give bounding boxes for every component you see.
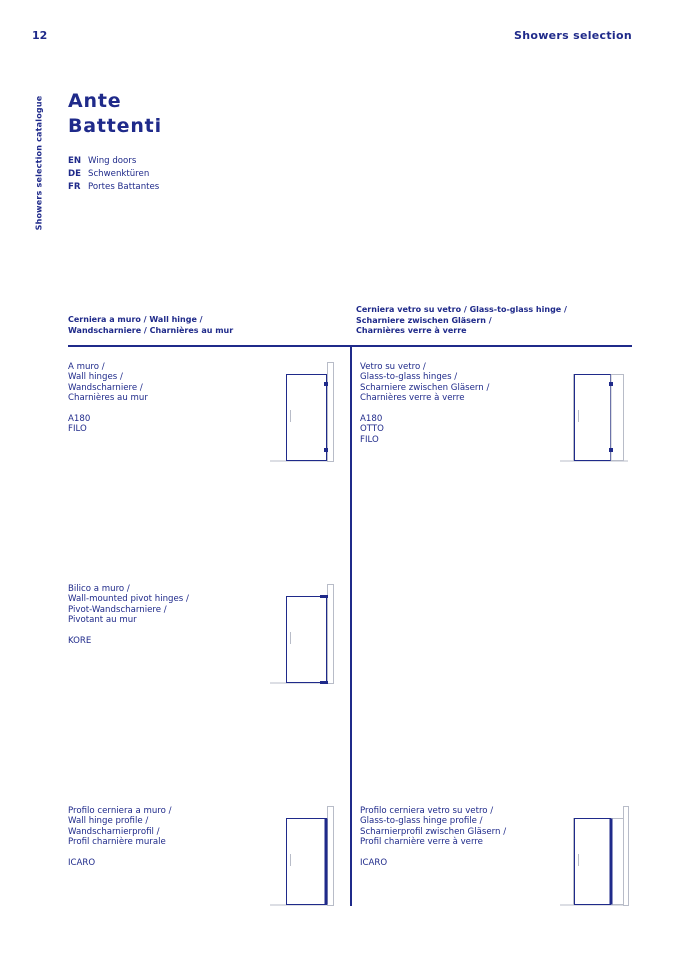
cell-line: Charnières verre à verre [360,392,465,403]
cell-line: Wandscharniere / [68,382,143,393]
cell-glass-hinge-profile [360,806,506,868]
language-text: Schwenktüren [88,169,150,179]
cell-wall-hinges [68,362,148,435]
header-title: Showers selection [513,29,632,42]
column-header-line: Scharniere zwischen Gläsern / [356,315,492,325]
cell-line: Profilo cerniera vetro su vetro / [360,806,494,816]
language-item [68,181,159,194]
column-header-line: Cerniera a muro / Wall hinge / [68,315,203,324]
cell-line: Wandscharnierprofil / [68,826,160,837]
column-header-glass-hinge [356,305,567,337]
column-header-line: Wandscharniere / Charnières au mur [68,325,234,335]
cell-line: Pivotant au mur [68,614,137,625]
model-name: A180 [68,414,91,425]
glass-hinge-door-icon [558,360,630,464]
cell-line: Glass-to-glass hinges / [360,372,458,383]
cell-line: Wall hinge profile / [68,816,149,827]
column-header-wall-hinge [68,315,233,336]
model-name: FILO [68,424,87,435]
language-text: Portes Battantes [88,182,160,192]
page-title [68,89,162,139]
model-name: OTTO [360,424,384,435]
model-name: FILO [360,434,379,445]
language-text: Wing doors [88,156,137,166]
page-title-line1: Ante [68,90,122,112]
pivot-door-icon [268,582,338,686]
cell-line: Profilo cerniera a muro / [68,806,172,816]
model-name: KORE [68,636,92,647]
cell-line: Charnières au mur [68,392,148,403]
model-name: ICARO [360,858,388,869]
cell-line: Glass-to-glass hinge profile / [360,816,483,827]
model-name: A180 [360,414,383,425]
cell-line: Scharniere zwischen Gläsern / [360,382,490,393]
cell-line: Profil charnière verre à verre [360,836,483,847]
language-item [68,168,159,181]
cell-wall-hinge-profile [68,806,172,868]
cell-pivot-hinges [68,584,189,646]
language-list [68,155,159,194]
cell-line: Vetro su vetro / [360,362,426,372]
column-divider [350,347,352,906]
page-number: 12 [32,29,48,42]
cell-line: A muro / [68,362,105,372]
language-code: FR [68,182,81,192]
page-title-line2: Battenti [68,115,162,137]
cell-line: Wall-mounted pivot hinges / [68,594,189,605]
language-code: DE [68,169,82,179]
column-header-line: Cerniera vetro su vetro / Glass-to-glass hinge / [356,305,567,314]
wall-hinge-door-icon [268,360,338,464]
language-item [68,155,159,168]
column-header-line: Charnières verre à verre [356,326,467,335]
cell-glass-hinges [360,362,489,445]
cell-line: Bilico a muro / [68,584,130,594]
language-code: EN [68,156,82,166]
cell-line: Scharnierprofil zwischen Gläsern / [360,826,507,837]
wall-profile-door-icon [268,804,338,908]
cell-line: Wall hinges / [68,372,123,383]
side-label: Showers selection catalogue [34,95,44,231]
model-name: ICARO [68,858,96,869]
cell-line: Pivot-Wandscharniere / [68,604,167,615]
cell-line: Profil charnière murale [68,836,166,847]
glass-profile-door-icon [558,804,632,908]
